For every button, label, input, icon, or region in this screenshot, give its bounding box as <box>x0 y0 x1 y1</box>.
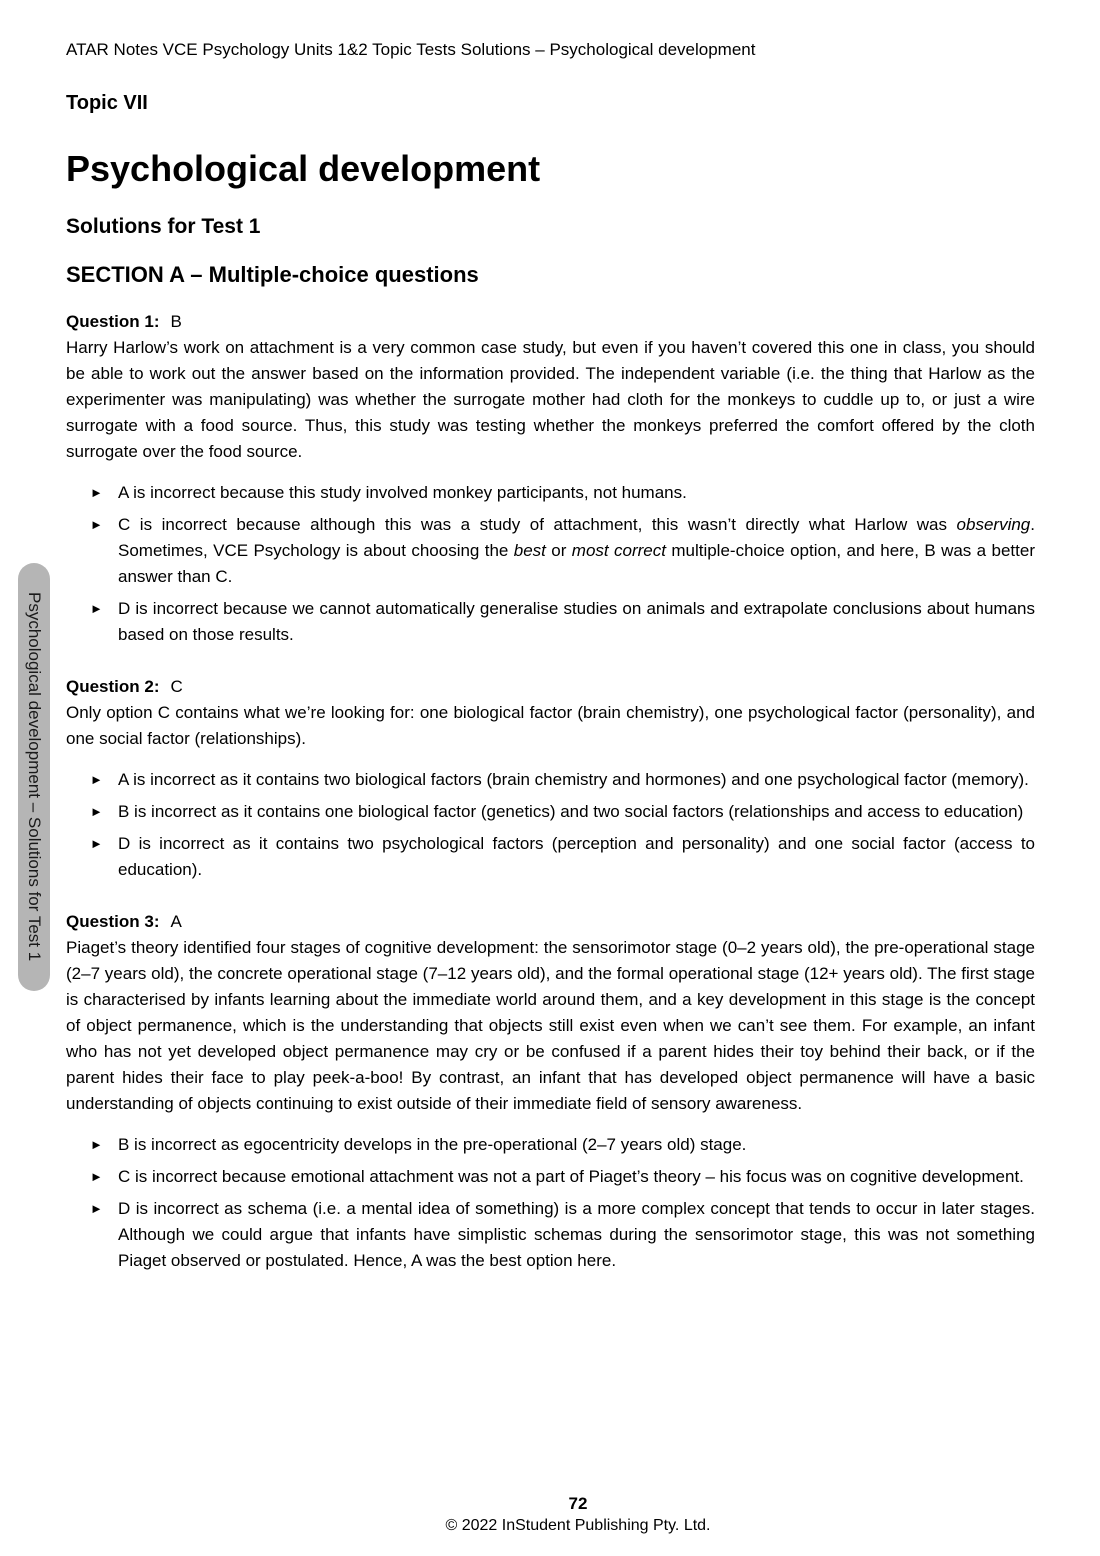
bullet-text: D is incorrect as it contains two psychological factors (perception and personality) and one social factor (access to education). <box>118 834 1035 879</box>
question-explanation: Only option C contains what we’re looking for: one biological factor (brain chemistry), one psychological factor (personality), and one social factor (relationships). <box>66 703 1035 748</box>
page-title: Psychological development <box>66 148 541 189</box>
bullet-text: B is incorrect as egocentricity develops in the pre-operational (2–7 years old) stage. <box>118 1135 747 1154</box>
question-answer: A <box>170 912 182 931</box>
bullet-arrow-icon: ► <box>90 804 103 819</box>
bullet-text: C is incorrect because although this was a study of attachment, this wasn’t directly what Harlow was observing. Sometimes, VCE Psychology is about choosing the best or most correct multiple-choice option, and here, B was a better answer than C. <box>118 515 1035 586</box>
bullet-item <box>90 512 1035 590</box>
bullet-item <box>90 1132 1035 1158</box>
page-footer <box>0 1493 1100 1536</box>
question-label: Question 2: <box>66 677 160 696</box>
bullet-arrow-icon: ► <box>90 836 103 851</box>
question-heading <box>66 674 1035 700</box>
sidebar-tab <box>18 563 50 991</box>
bullet-arrow-icon: ► <box>90 485 103 500</box>
question-heading <box>66 909 1035 935</box>
bullet-item <box>90 767 1035 793</box>
question-explanation: Harry Harlow’s work on attachment is a very common case study, but even if you haven’t covered this one in class, you should be able to work out the answer based on the information provided. The independent variable (i.e. the thing that Harlow as the experimenter was manipulating) was whether the surrogate mother had cloth for the monkeys to cuddle up to, or just a wire surrogate with a food source. Thus, this study was testing whether the monkeys preferred the comfort offered by the cloth surrogate over the food source. <box>66 338 1035 461</box>
bullet-arrow-icon: ► <box>90 601 103 616</box>
bullet-list <box>66 480 1035 648</box>
bullet-item <box>90 799 1035 825</box>
bullet-text: D is incorrect because we cannot automatically generalise studies on animals and extrapolate conclusions about humans based on those results. <box>118 599 1035 644</box>
bullet-text: A is incorrect as it contains two biological factors (brain chemistry and hormones) and one psychological factor (memory). <box>118 770 1029 789</box>
questions-container <box>66 309 1035 1274</box>
question-block <box>66 674 1035 883</box>
running-header: ATAR Notes VCE Psychology Units 1&2 Topic Tests Solutions – Psychological development <box>66 40 756 59</box>
section-heading: SECTION A – Multiple-choice questions <box>66 262 479 287</box>
page-number: 72 <box>568 1494 588 1513</box>
bullet-item <box>90 831 1035 883</box>
bullet-item <box>90 1164 1035 1190</box>
copyright: © 2022 InStudent Publishing Pty. Ltd. <box>445 1517 711 1534</box>
question-block <box>66 909 1035 1274</box>
sidebar-label: Psychological development – Solutions for Test 1 <box>25 592 44 962</box>
bullet-arrow-icon: ► <box>90 1201 103 1216</box>
question-block <box>66 309 1035 648</box>
question-label: Question 1: <box>66 312 160 331</box>
bullet-list <box>66 767 1035 883</box>
question-label: Question 3: <box>66 912 160 931</box>
bullet-list <box>66 1132 1035 1274</box>
bullet-arrow-icon: ► <box>90 1137 103 1152</box>
subtitle: Solutions for Test 1 <box>66 215 261 238</box>
bullet-arrow-icon: ► <box>90 1169 103 1184</box>
bullet-item <box>90 1196 1035 1274</box>
question-heading <box>66 309 1035 335</box>
bullet-text: D is incorrect as schema (i.e. a mental idea of something) is a more complex concept that tends to occur in later stages. Although we could argue that infants have simplistic schemas during the sensorimotor stage, this was not something Piaget observed or postulated. Hence, A was the best option here. <box>118 1199 1035 1270</box>
question-answer: B <box>170 312 182 331</box>
page-content <box>66 40 1035 1300</box>
bullet-arrow-icon: ► <box>90 517 103 532</box>
bullet-text: B is incorrect as it contains one biological factor (genetics) and two social factors (relationships and access to education) <box>118 802 1024 821</box>
bullet-arrow-icon: ► <box>90 772 103 787</box>
bullet-item <box>90 480 1035 506</box>
topic-label: Topic VII <box>66 92 148 114</box>
question-explanation: Piaget’s theory identified four stages of cognitive development: the sensorimotor stage (0–2 years old), the pre-operational stage (2–7 years old), the concrete operational stage (7–12 years old), and the formal operational stage (12+ years old). The first stage is characterised by infants learning about the immediate world around them, and a key development in this stage is the concept of object permanence, which is the understanding that objects still exist even when we can’t see them. For example, an infant who has not yet developed object permanence may cry or be confused if a parent hides their toy behind their back, or if the parent hides their face to play peek-a-boo! By contrast, an infant that has developed object permanence will have a basic understanding of objects continuing to exist outside of their immediate field of sensory awareness. <box>66 938 1035 1113</box>
question-answer: C <box>170 677 183 696</box>
bullet-item <box>90 596 1035 648</box>
bullet-text: A is incorrect because this study involved monkey participants, not humans. <box>118 483 687 502</box>
bullet-text: C is incorrect because emotional attachment was not a part of Piaget’s theory – his focus was on cognitive development. <box>118 1167 1024 1186</box>
